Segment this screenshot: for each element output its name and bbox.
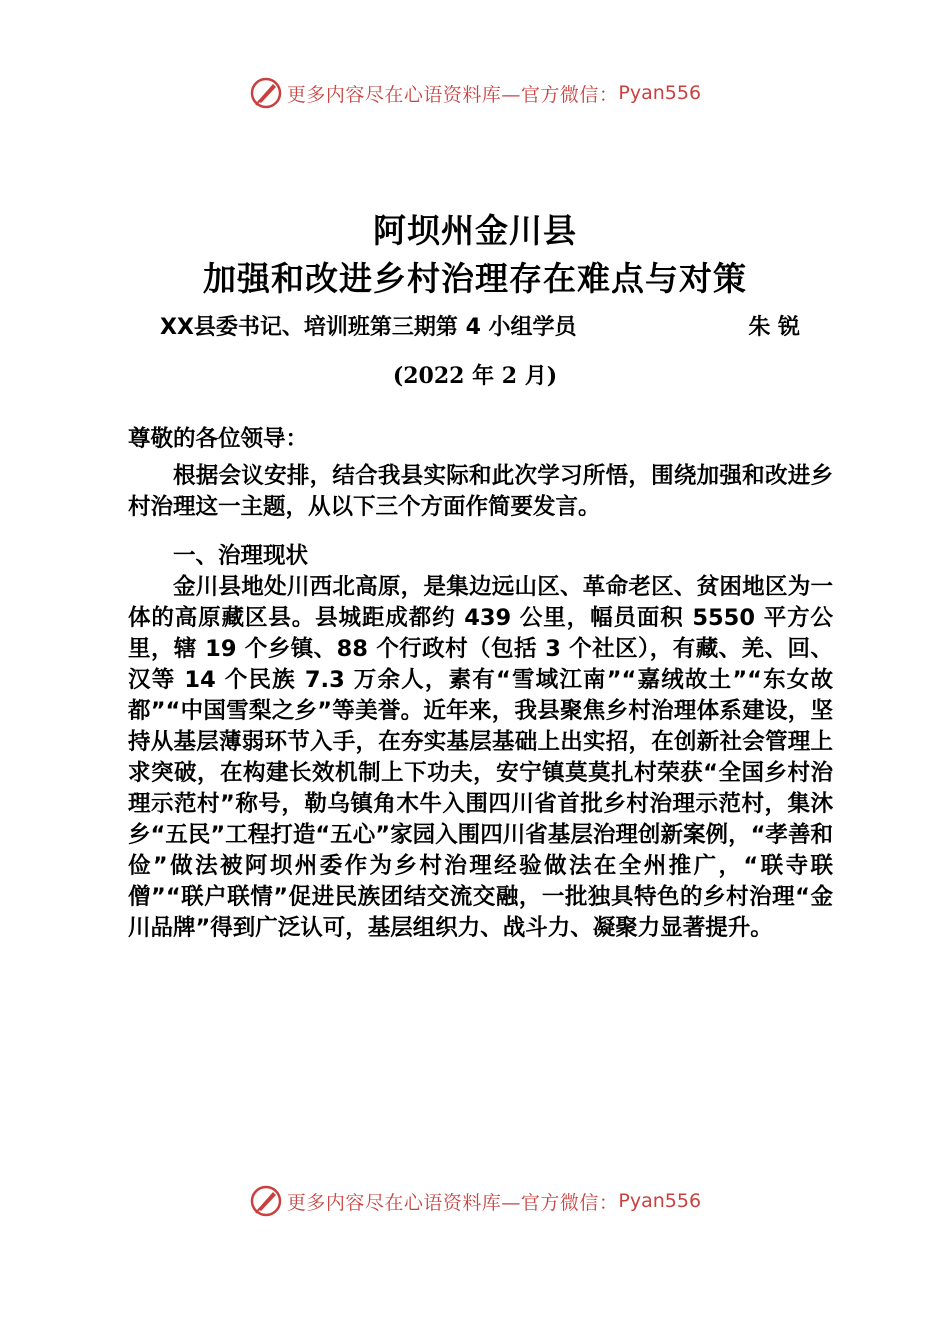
author-name: 朱 锐 <box>748 315 800 340</box>
watermark-text: 更多内容尽在心语资料库—官方微信： <box>286 83 619 106</box>
document-body <box>128 424 833 944</box>
section1-paragraph: 金川县地处川西北高原，是集边远山区、革命老区、贫困地区为一体的高原藏区县。县城距成都约 439 公里，幅员面积 5550 平方公里，辖 19 个乡镇、88 个行政村（包括 3 个社区），有藏、羌、回、汉等 14 个民族 7.3 万余人，素有“雪域江南”“嘉绒故土”“东女故都”“中国雪梨之乡”等美誉。近年来，我县聚焦乡村治理体系建设，坚持从基层薄弱环节入手，在夯实基层基础上出实招，在创新社会管理上求突破，在构建长效机制上下功夫，安宁镇莫莫扎村荣获“全国乡村治理示范村”称号，勒乌镇角木牛入围四川省首批乡村治理示范村，集沐乡“五民”工程打造“五心”家园入围四川省基层治理创新案例，“孝善和俭”做法被阿坝州委作为乡村治理经验做法在全州推广，“联寺联僧”“联户联情”促进民族团结交流交融，一批独具特色的乡村治理“金川品牌”得到广泛认可，基层组织力、战斗力、凝聚力显著提升。 <box>128 574 833 941</box>
document-title-line2: 加强和改进乡村治理存在难点与对策 <box>203 259 747 298</box>
author-line <box>160 312 800 344</box>
section1-heading: 一、治理现状 <box>173 543 309 569</box>
salutation: 尊敬的各位领导： <box>128 426 309 452</box>
watermark-code: Pyan556 <box>618 82 702 104</box>
feather-pen-circle-icon <box>249 1184 283 1218</box>
watermark-code: Pyan556 <box>618 1190 702 1212</box>
document-title-line1: 阿坝州金川县 <box>373 211 577 250</box>
footer-watermark <box>0 1184 950 1218</box>
watermark-text: 更多内容尽在心语资料库—官方微信： <box>286 1191 619 1214</box>
feather-pen-circle-icon <box>249 76 283 110</box>
header-watermark <box>0 76 950 110</box>
author-affiliation: XX县委书记、培训班第三期第 4 小组学员 <box>160 315 577 340</box>
intro-paragraph: 根据会议安排，结合我县实际和此次学习所悟，围绕加强和改进乡村治理这一主题，从以下三个方面作简要发言。 <box>128 463 833 520</box>
document-date: (2022 年 2 月) <box>392 363 558 389</box>
